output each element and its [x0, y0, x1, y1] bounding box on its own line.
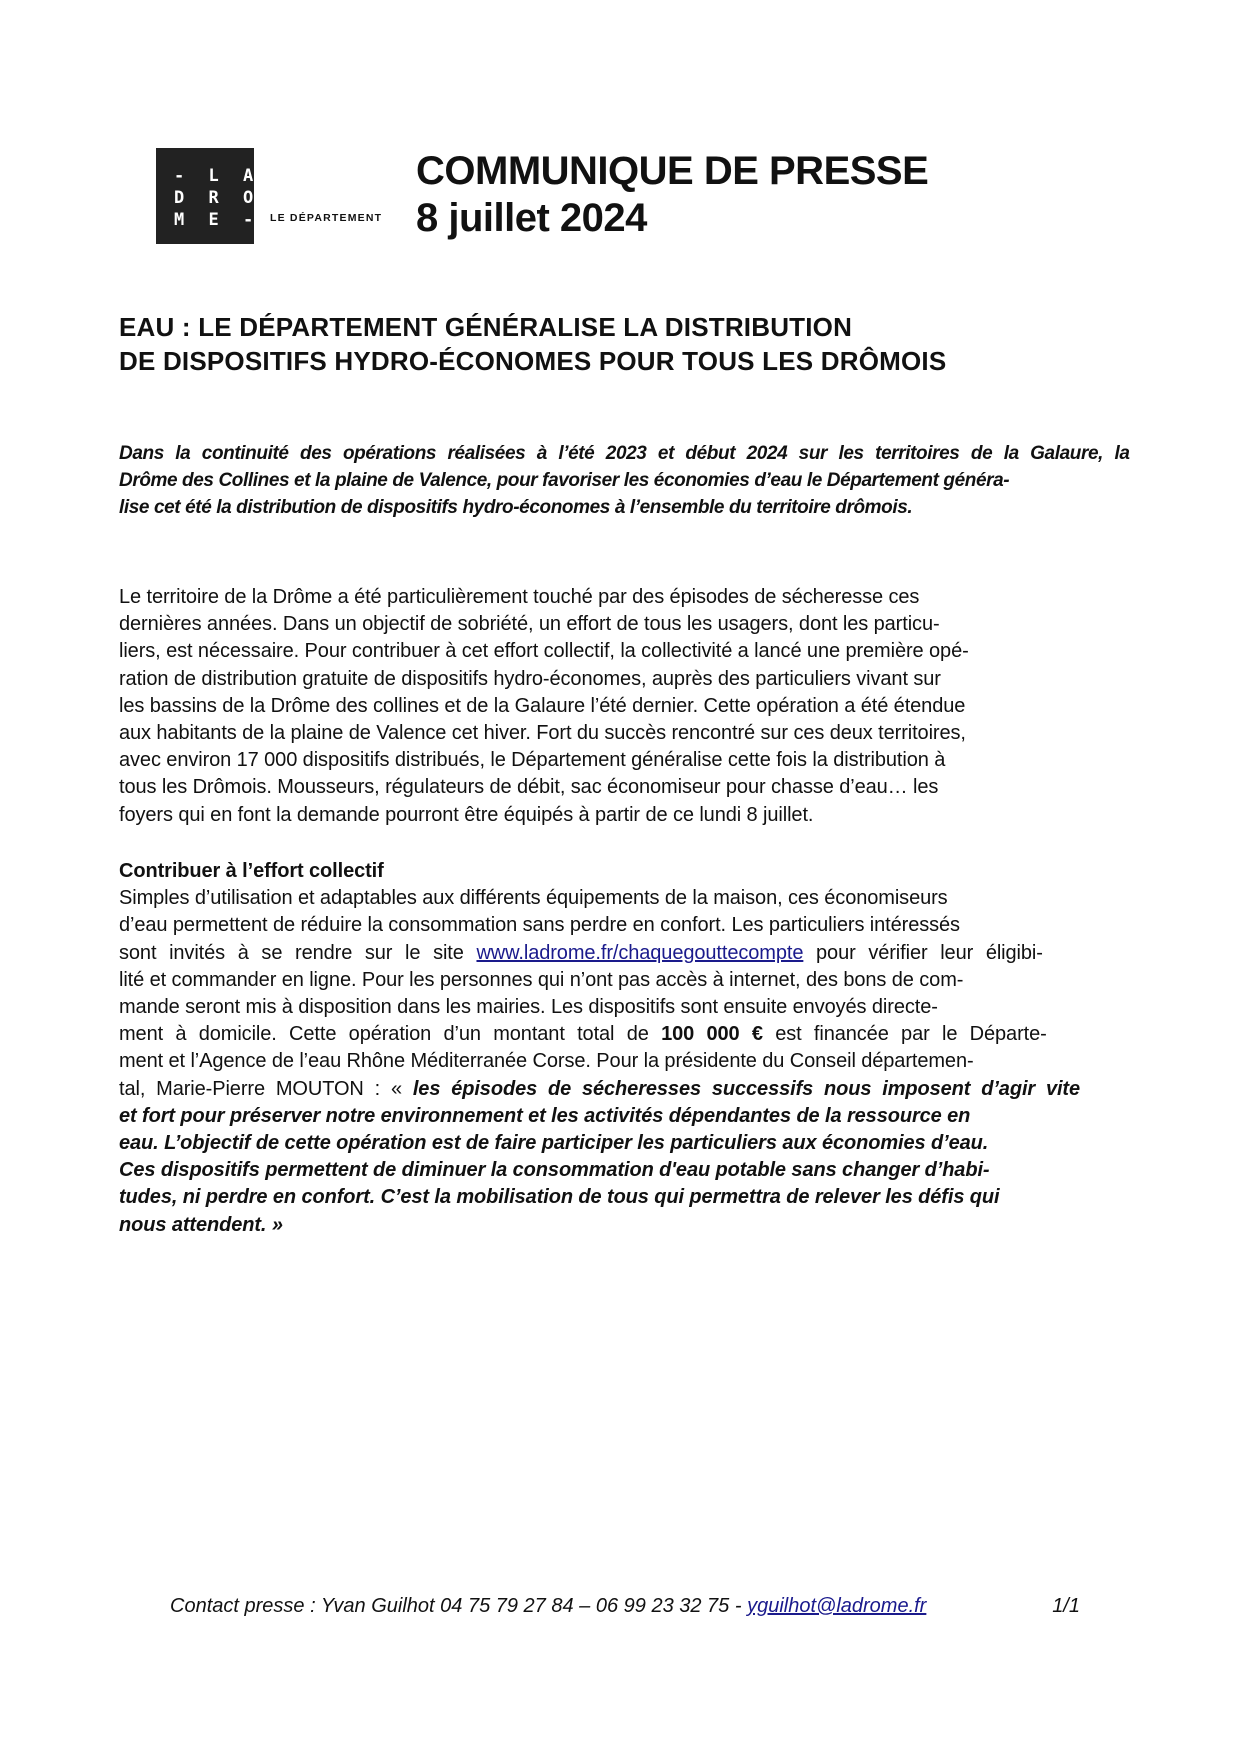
- contact-email-link[interactable]: yguilhot@ladrome.fr: [747, 1595, 927, 1617]
- section-text: est financée par le Départe-: [775, 1023, 1047, 1046]
- section-title: Contribuer à l’effort collectif: [119, 860, 384, 882]
- section-effort-collectif: [119, 858, 1129, 1239]
- body-paragraph: [119, 584, 1129, 829]
- body-line: ration de distribution gratuite de dispositifs hydro-économes, auprès des particuliers vivant sur: [119, 667, 941, 690]
- body-line: aux habitants de la plaine de Valence cet hiver. Fort du succès rencontré sur ces deux territoires,: [119, 722, 966, 745]
- department-label: LE DÉPARTEMENT: [270, 212, 383, 224]
- headline-line-1: EAU : LE DÉPARTEMENT GÉNÉRALISE LA DISTRIBUTION: [119, 312, 853, 342]
- headline: [119, 310, 1129, 378]
- body-line: les bassins de la Drôme des collines et de la Galaure l’été dernier. Cette opération a été étendue: [119, 694, 966, 717]
- lead-paragraph: [119, 440, 1129, 521]
- lead-line: lise cet été la distribution de dispositifs hydro-économes à l’ensemble du territoire drômois.: [119, 497, 913, 518]
- quote-line: Ces dispositifs permettent de diminuer la consommation d'eau potable sans changer d’habi-: [119, 1159, 990, 1182]
- headline-line-2: DE DISPOSITIFS HYDRO-ÉCONOMES POUR TOUS LES DRÔMOIS: [119, 346, 947, 376]
- quote-line: tudes, ni perdre en confort. C’est la mobilisation de tous qui permettra de relever les défis qui: [119, 1186, 1000, 1209]
- logo-row-3: M E -: [174, 210, 261, 230]
- section-line: ment et l’Agence de l’eau Rhône Méditerranée Corse. Pour la présidente du Conseil départemen-: [119, 1050, 974, 1073]
- section-line-amount: [119, 1021, 1129, 1048]
- press-release-title: COMMUNIQUE DE PRESSE: [416, 149, 929, 193]
- quote-line: eau. L’objectif de cette opération est de faire participer les particuliers aux économies d’eau.: [119, 1132, 989, 1155]
- body-line: liers, est nécessaire. Pour contribuer à cet effort collectif, la collectivité a lancé une première opé-: [119, 640, 969, 663]
- section-text: pour vérifier leur éligibi-: [816, 941, 1043, 964]
- quote-line: nous attendent. »: [119, 1213, 283, 1236]
- logo-row-1: - L A: [174, 166, 261, 186]
- press-contact: Contact presse : Yvan Guilhot 04 75 79 27 84 – 06 99 23 32 75 -: [170, 1595, 742, 1617]
- body-line: foyers qui en font la demande pourront être équipés à partir de ce lundi 8 juillet.: [119, 803, 814, 826]
- body-line: dernières années. Dans un objectif de sobriété, un effort de tous les usagers, dont les particu-: [119, 613, 940, 636]
- section-line-quote-start: [119, 1076, 1129, 1103]
- body-line: Le territoire de la Drôme a été particulièrement touché par des épisodes de sécheresse ces: [119, 586, 920, 608]
- section-line: lité et commander en ligne. Pour les personnes qui n’ont pas accès à internet, des bons de com-: [119, 968, 964, 991]
- body-line: tous les Drômois. Mousseurs, régulateurs de débit, sac économiseur pour chasse d’eau… les: [119, 776, 939, 799]
- section-text: ment à domicile. Cette opération d’un montant total de: [119, 1023, 649, 1046]
- quote-text: les épisodes de sécheresses successifs nous imposent d’agir vite: [412, 1077, 1081, 1100]
- section-line-link: [119, 940, 1129, 967]
- body-line: avec environ 17 000 dispositifs distribués, le Département généralise cette fois la distribution à: [119, 749, 946, 772]
- page-number: 1/1: [1052, 1595, 1080, 1617]
- footer: [170, 1593, 1080, 1619]
- section-line: d’eau permettent de réduire la consommation sans perdre en confort. Les particuliers intéressés: [119, 914, 960, 937]
- la-drome-logo: [156, 148, 261, 244]
- section-line: mande seront mis à disposition dans les mairies. Les dispositifs sont ensuite envoyés directe-: [119, 996, 938, 1019]
- section-text: tal, Marie-Pierre MOUTON : «: [119, 1077, 402, 1100]
- section-text: sont invités à se rendre sur le site: [119, 941, 464, 964]
- quote-line: et fort pour préserver notre environnement et les activités dépendantes de la ressource en: [119, 1104, 971, 1127]
- lead-line: Dans la continuité des opérations réalisées à l’été 2023 et début 2024 sur les territoires de la Galaure, la: [119, 443, 1130, 464]
- lead-line: Drôme des Collines et la plaine de Valence, pour favoriser les économies d’eau le Département généra-: [119, 470, 1010, 491]
- press-release-date: 8 juillet 2024: [416, 196, 647, 240]
- logo-row-2: D R O: [174, 188, 261, 208]
- website-link[interactable]: www.ladrome.fr/chaquegouttecompte: [476, 941, 804, 964]
- press-header: [416, 148, 928, 242]
- amount: 100 000 €: [661, 1023, 763, 1046]
- section-line: Simples d’utilisation et adaptables aux différents équipements de la maison, ces économiseurs: [119, 887, 948, 910]
